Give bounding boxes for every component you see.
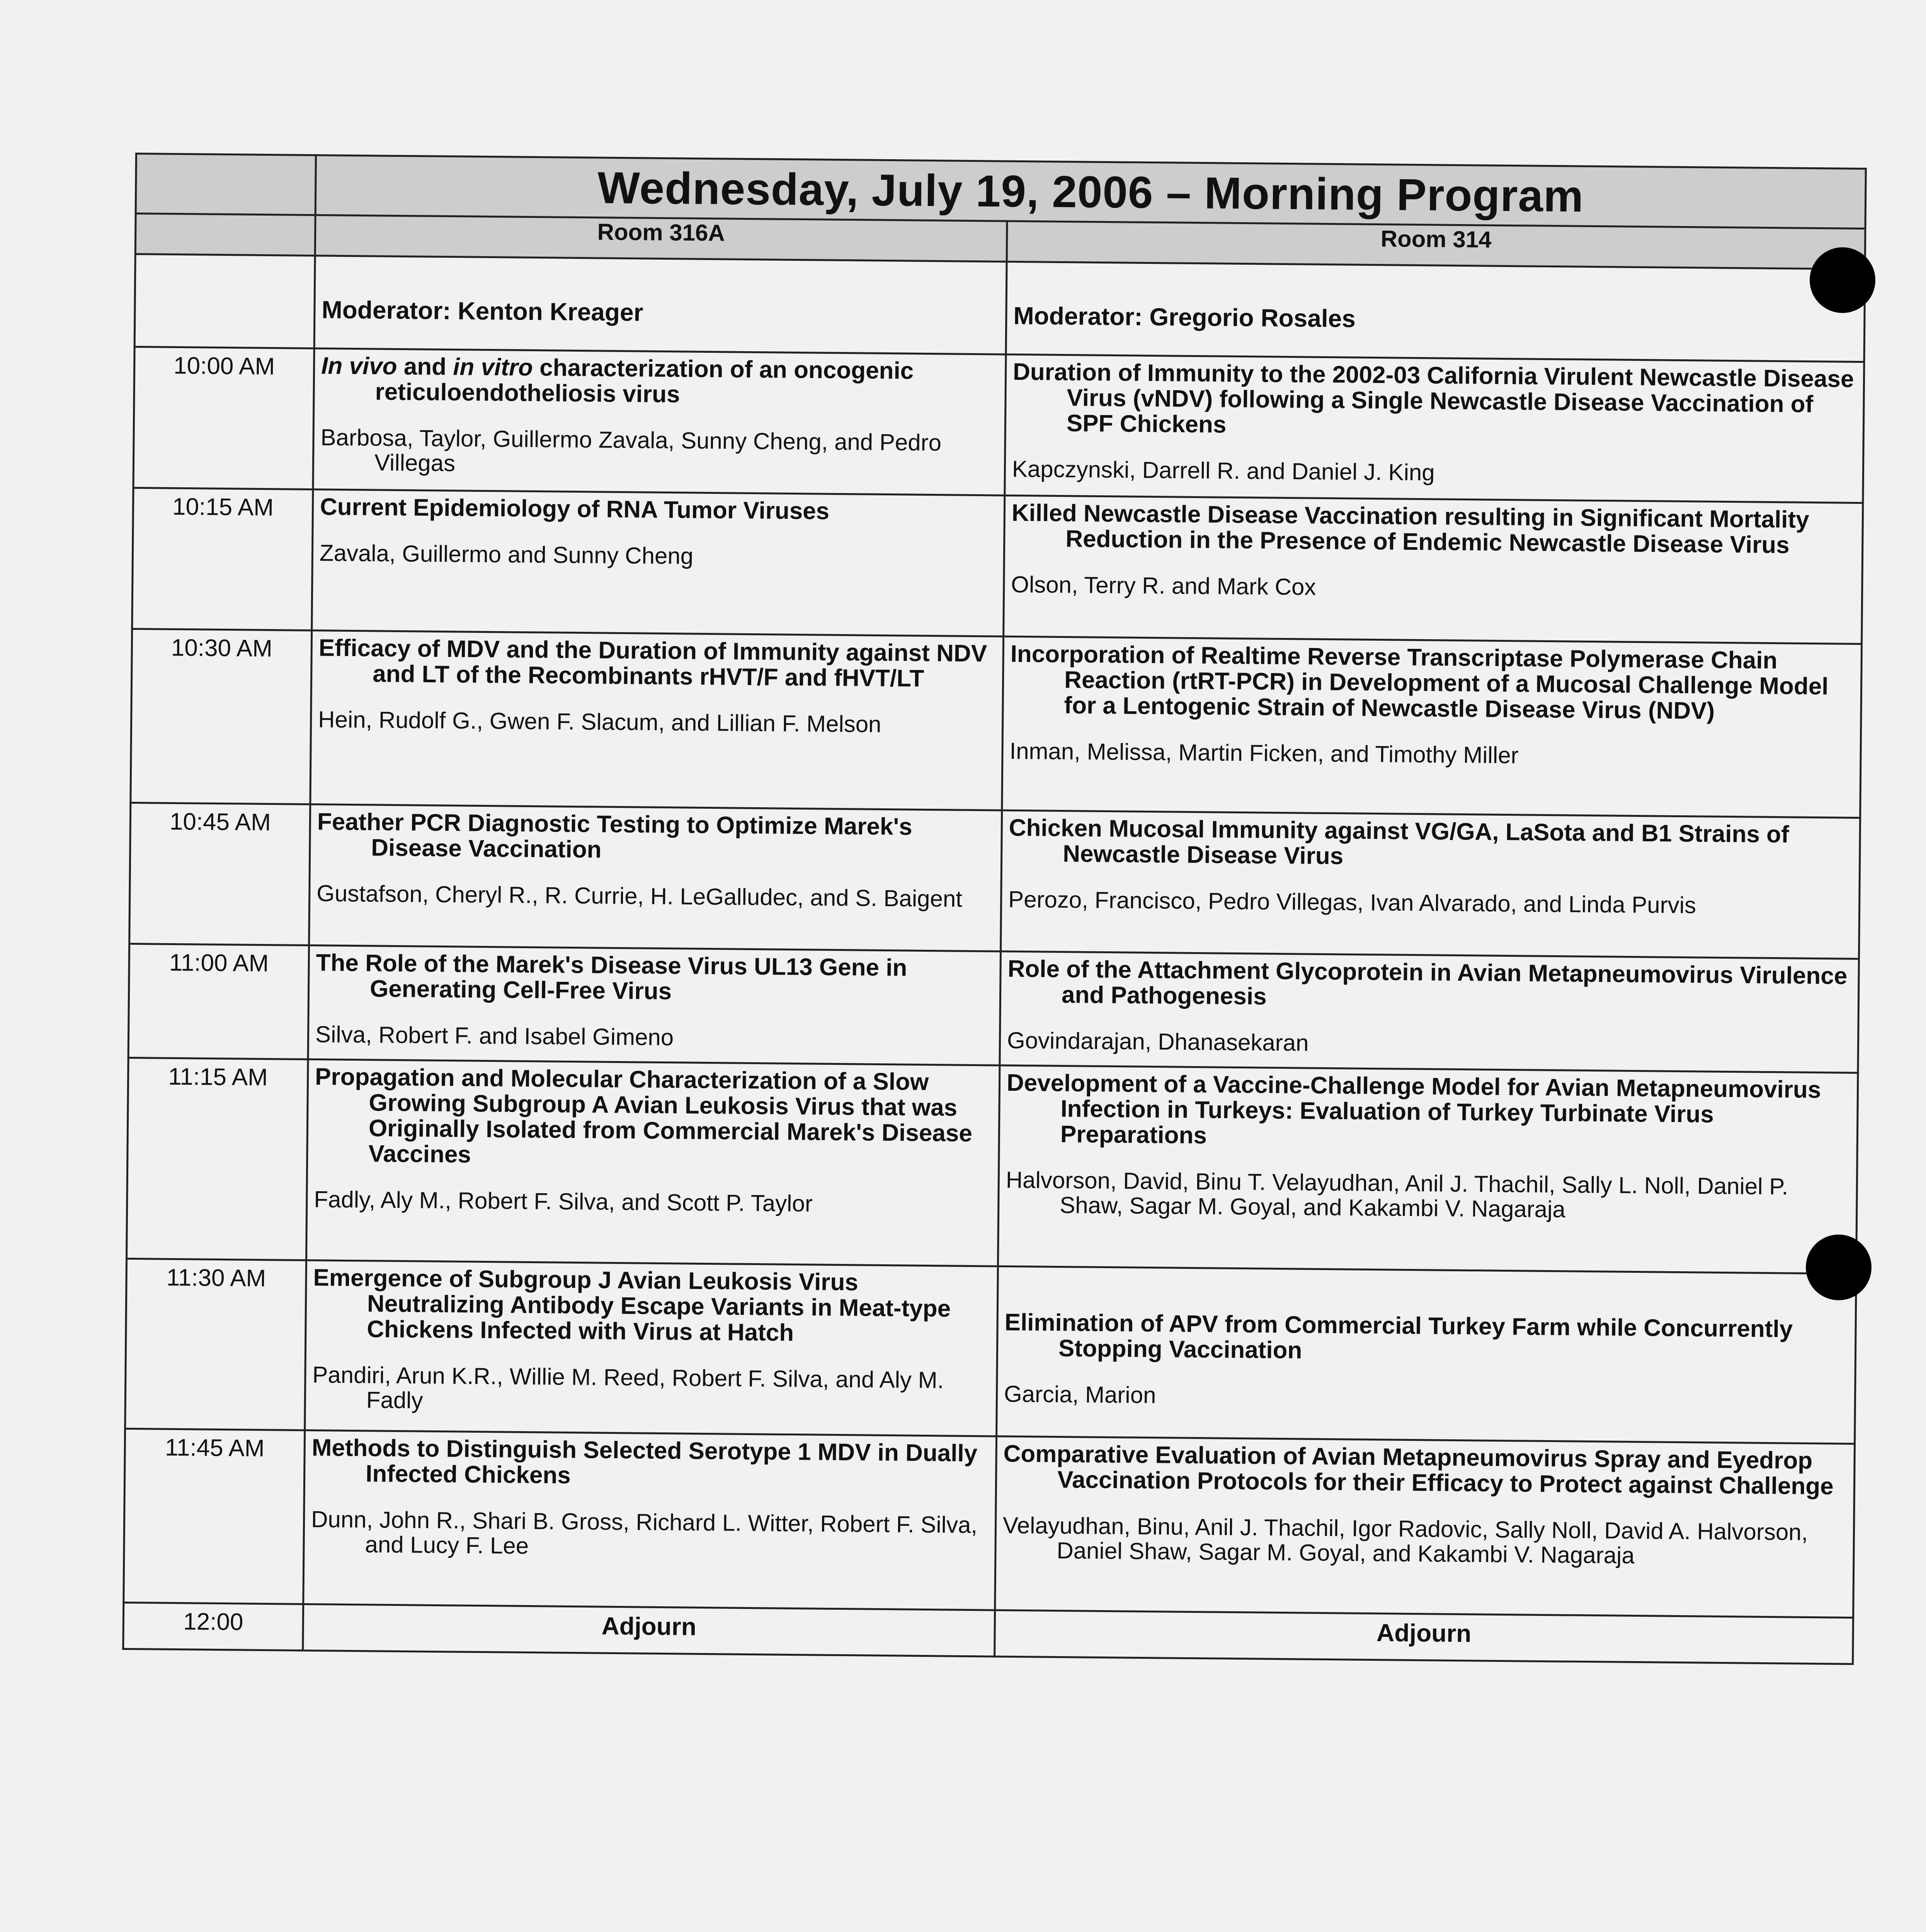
session-time: 10:00 AM [133,347,314,490]
session-room-a [312,490,1005,637]
session-row [127,1058,1858,1274]
talk-title: The Role of the Marek's Disease Virus UL13 Gene in Generating Cell-Free Virus [316,949,907,1005]
closing-time: 12:00 [123,1602,303,1650]
talk-title [321,353,999,410]
talk-title: Killed Newcastle Disease Vaccination resulting in Significant Mortality Reduction in the Presence of Endemic Newcastle Disease Virus [1011,499,1809,559]
talk-title-part: and [397,353,453,381]
session-room-a [310,631,1004,811]
adjourn-room-a: Adjourn [303,1604,995,1656]
session-row [128,944,1859,1073]
talk-authors: Govindarajan, Dhanasekaran [1007,1027,1309,1056]
session-room-a [309,804,1002,952]
moderator-room-a: Moderator: Kenton Kreager [322,296,643,327]
talk-authors: Fadly, Aly M., Robert F. Silva, and Scott P. Taylor [314,1186,813,1217]
session-time: 10:30 AM [131,629,312,804]
talk-authors: Olson, Terry R. and Mark Cox [1011,571,1316,600]
session-time: 11:30 AM [125,1259,306,1430]
talk-authors: Dunn, John R., Shari B. Gross, Richard L. Witter, Robert F. Silva, and Lucy F. Lee [311,1506,978,1559]
session-time: 11:45 AM [124,1429,305,1604]
corner-cell [135,214,315,256]
corner-cell [136,154,316,215]
talk-title: Duration of Immunity to the 2002-03 California Virulent Newcastle Disease Virus (vNDV) following a Single Newcastle Disease Vaccination of SPF Chickens [1012,358,1854,438]
talk-authors: Kapczynski, Darrell R. and Daniel J. King [1012,456,1435,486]
program-title: Wednesday, July 19, 2006 – Morning Program [597,162,1584,221]
session-row [133,347,1864,503]
session-room-a [303,1430,997,1610]
session-row [131,629,1862,818]
talk-title: Comparative Evaluation of Avian Metapneumovirus Spray and Eyedrop Vaccination Protocols for their Efficacy to Protect against Challenge [1003,1440,1834,1500]
moderator-cell-a [314,256,1007,355]
talk-authors: Garcia, Marion [1004,1381,1156,1408]
session-row [129,803,1860,959]
talk-title-italic: In vivo [321,352,397,380]
talk-title: Current Epidemiology of RNA Tumor Viruses [320,493,830,525]
session-row [124,1429,1855,1617]
talk-authors: Barbosa, Taylor, Guillermo Zavala, Sunny Cheng, and Pedro Villegas [320,424,942,476]
session-time: 10:15 AM [132,488,313,630]
punch-hole-middle [1806,1235,1872,1300]
punch-hole-top [1810,247,1875,313]
session-room-a [313,349,1006,496]
talk-authors: Gustafson, Cheryl R., R. Currie, H. LeGalludec, and S. Baigent [316,880,963,912]
talk-authors: Zavala, Guillermo and Sunny Cheng [319,540,694,569]
session-room-b [997,1266,1856,1444]
program-table [122,153,1867,1665]
talk-authors: Velayudhan, Binu, Anil J. Thachil, Igor Radovic, Sally Noll, David A. Halvorson, Daniel Shaw, Sagar M. Goyal, and Kakambi V. Nagaraja [1002,1512,1808,1568]
session-room-b [1005,354,1864,503]
session-room-b [995,1436,1855,1617]
talk-title: Incorporation of Realtime Reverse Transcriptase Polymerase Chain Reaction (rtRT-PCR) in Development of a Mucosal Challenge Model for a Lentogenic Strain of Newcastle Disease Virus (NDV) [1010,640,1829,724]
talk-title: Methods to Distinguish Selected Serotype 1 MDV in Dually Infected Chickens [311,1434,978,1489]
talk-title: Efficacy of MDV and the Duration of Immunity against NDV and LT of the Recombinants rHVT/F and fHVT/LT [318,634,987,692]
time-cell-empty [134,254,315,349]
session-row [125,1259,1856,1444]
talk-authors: Silva, Robert F. and Isabel Gimeno [315,1021,674,1051]
talk-title-italic: in vitro [453,354,533,381]
session-room-b [1001,810,1860,959]
session-room-b [998,1065,1858,1274]
session-room-a [305,1260,998,1436]
session-room-a [306,1059,1000,1266]
talk-title-part: characterization of an oncogenic reticuloendotheliosis virus [375,354,914,408]
talk-title: Feather PCR Diagnostic Testing to Optimize Marek's Disease Vaccination [317,808,912,863]
talk-title: Chicken Mucosal Immunity against VG/GA, LaSota and B1 Strains of Newcastle Disease Virus [1009,814,1789,870]
talk-authors: Halvorson, David, Binu T. Velayudhan, Anil J. Thachil, Sally L. Noll, Daniel P. Shaw, Sagar M. Goyal, and Kakambi V. Nagaraja [1006,1167,1788,1223]
room-314-heading: Room 314 [1007,221,1865,269]
talk-title: Propagation and Molecular Characterization of a Slow Growing Subgroup A Avian Leukosis Virus that was Originally Isolated from Commercial Marek's Disease Vaccines [315,1063,973,1168]
session-room-b [1002,636,1862,818]
session-room-b [1004,495,1863,644]
talk-title: Elimination of APV from Commercial Turkey Farm while Concurrently Stopping Vaccination [1004,1309,1793,1364]
talk-title: Role of the Attachment Glycoprotein in Avian Metapneumovirus Virulence and Pathogenesis [1007,955,1848,1010]
talk-title: Emergence of Subgroup J Avian Leukosis Virus Neutralizing Antibody Escape Variants in Meat-type Chickens Infected with Virus at Hatch [313,1264,951,1346]
talk-authors: Hein, Rudolf G., Gwen F. Slacum, and Lillian F. Melson [318,706,881,737]
moderator-cell-b [1006,262,1865,362]
room-316a-heading: Room 316A [315,215,1007,262]
session-time: 11:00 AM [128,944,309,1059]
talk-authors: Pandiri, Arun K.R., Willie M. Reed, Robert F. Silva, and Aly M. Fadly [312,1362,944,1413]
talk-title: Development of a Vaccine-Challenge Model for Avian Metapneumovirus Infection in Turkeys: Evaluation of Turkey Turbinate Virus Preparations [1006,1069,1821,1149]
session-time: 11:15 AM [127,1058,308,1260]
talk-authors: Inman, Melissa, Martin Ficken, and Timothy Miller [1009,738,1519,769]
session-room-b [1000,951,1859,1073]
moderator-room-b: Moderator: Gregorio Rosales [1013,301,1356,333]
adjourn-room-b: Adjourn [995,1610,1853,1664]
session-time: 10:45 AM [129,803,310,945]
talk-authors: Perozo, Francisco, Pedro Villegas, Ivan Alvarado, and Linda Purvis [1008,886,1696,918]
session-room-a [308,946,1001,1066]
session-row [132,488,1863,644]
